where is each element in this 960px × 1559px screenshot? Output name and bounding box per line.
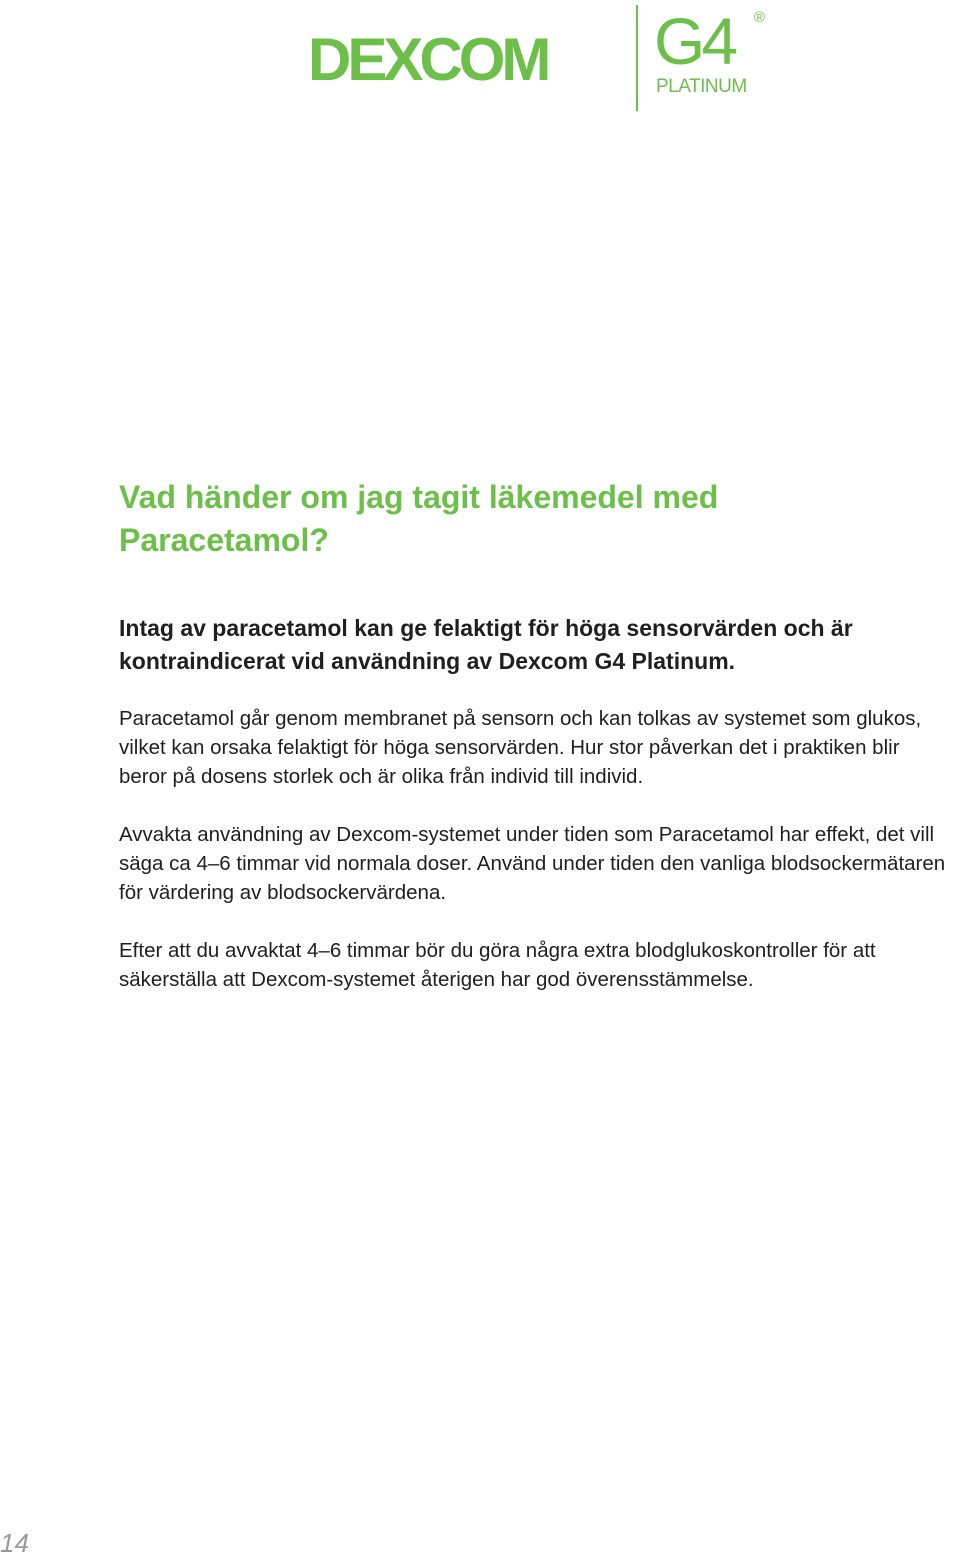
logo-model-text: G4 [654,4,735,78]
logo-variant-text: PLATINUM [656,76,747,97]
logo-brand-text: DEXCOM [308,26,548,93]
page-number: 14 [0,1528,29,1558]
article-paragraph: Avvakta användning av Dexcom-systemet under tiden som Paracetamol har effekt, det vill säga ca 4–6 timmar vid normala doser. Använd under tiden den vanliga blodsockermätaren för värdering av blodsockervärdena. [119,823,946,904]
logo-graphic [300,0,780,120]
article-lead: Intag av paracetamol kan ge felaktigt för höga sensorvärden och är kontraindicerat vid användning av Dexcom G4 Platinum. [119,615,853,674]
article-paragraph: Paracetamol går genom membranet på sensorn och kan tolkas av systemet som glukos, vilket kan orsaka felaktigt för höga sensorvärden. Hur stor påverkan det i praktiken blir beror på dosens storlek och är olika från individ till individ. [119,707,922,788]
dexcom-g4-platinum-logo [300,0,780,120]
article-paragraph: Efter att du avvaktat 4–6 timmar bör du göra några extra blodglukoskontroller för att säkerställa att Dexcom-systemet återigen har god överensstämmelse. [119,939,876,991]
logo-registered-mark: ® [754,9,766,26]
article-heading: Vad händer om jag tagit läkemedel med Paracetamol? [119,479,719,558]
article [119,476,949,994]
